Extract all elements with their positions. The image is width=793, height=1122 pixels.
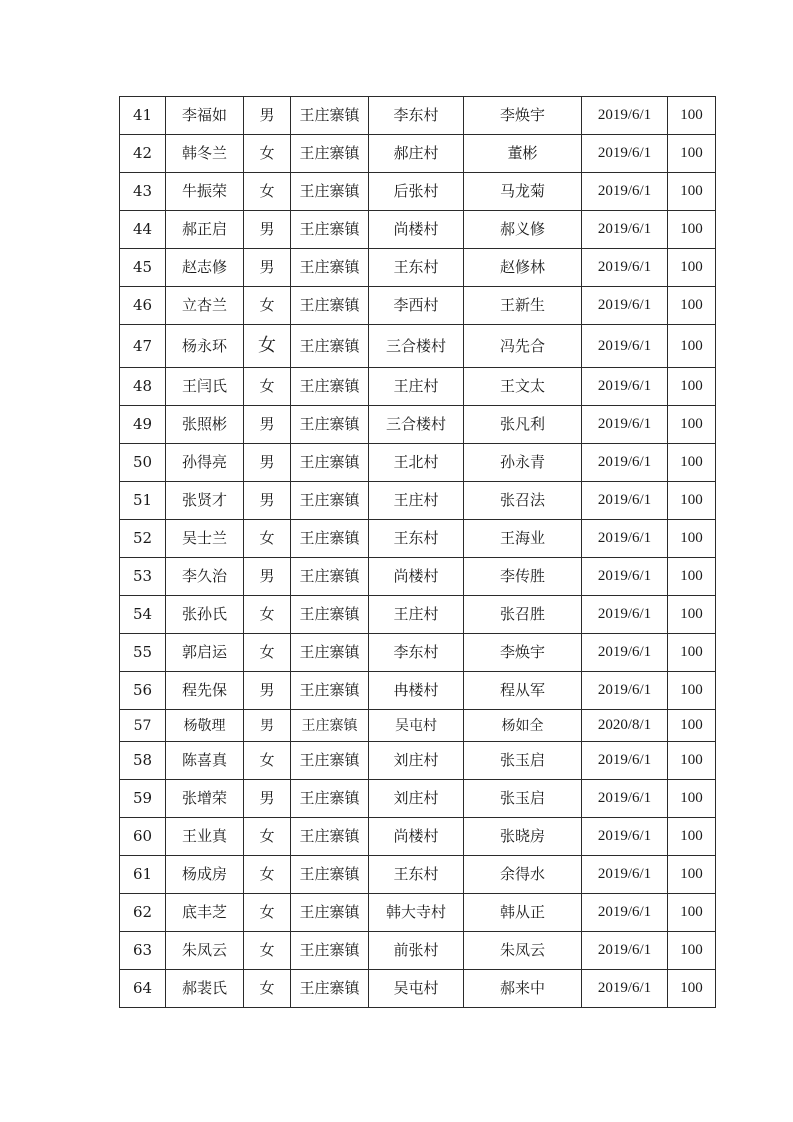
table-row [120, 211, 716, 249]
cell-row-number: 47 [120, 325, 166, 368]
cell-gender: 女 [244, 970, 291, 1008]
cell-row-number: 48 [120, 368, 166, 406]
cell-town-name: 王庄寨镇 [291, 742, 369, 780]
cell-gender: 男 [244, 97, 291, 135]
table-row [120, 932, 716, 970]
cell-town-name: 王庄寨镇 [291, 710, 369, 742]
table-row [120, 970, 716, 1008]
cell-row-number: 57 [120, 710, 166, 742]
cell-amount: 100 [668, 856, 716, 894]
cell-person-name: 李福如 [166, 97, 244, 135]
cell-person-name: 韩冬兰 [166, 135, 244, 173]
cell-gender: 男 [244, 672, 291, 710]
cell-gender: 女 [244, 287, 291, 325]
cell-person-name: 杨成房 [166, 856, 244, 894]
cell-town-name: 王庄寨镇 [291, 325, 369, 368]
cell-gender: 女 [244, 634, 291, 672]
cell-start-date: 2019/6/1 [582, 368, 668, 406]
cell-amount: 100 [668, 482, 716, 520]
cell-village-name: 王东村 [369, 249, 464, 287]
cell-gender: 女 [244, 596, 291, 634]
cell-village-name: 王庄村 [369, 368, 464, 406]
cell-person-name: 郝裴氏 [166, 970, 244, 1008]
cell-guardian-name: 冯先合 [464, 325, 582, 368]
cell-guardian-name: 程从军 [464, 672, 582, 710]
cell-row-number: 59 [120, 780, 166, 818]
cell-amount: 100 [668, 780, 716, 818]
cell-gender: 女 [244, 368, 291, 406]
cell-village-name: 刘庄村 [369, 780, 464, 818]
cell-gender: 男 [244, 710, 291, 742]
cell-town-name: 王庄寨镇 [291, 406, 369, 444]
table-row [120, 710, 716, 742]
cell-start-date: 2019/6/1 [582, 932, 668, 970]
cell-village-name: 王庄村 [369, 482, 464, 520]
cell-amount: 100 [668, 710, 716, 742]
cell-village-name: 王东村 [369, 856, 464, 894]
cell-row-number: 44 [120, 211, 166, 249]
cell-village-name: 李西村 [369, 287, 464, 325]
cell-gender: 女 [244, 932, 291, 970]
cell-person-name: 底丰芝 [166, 894, 244, 932]
cell-row-number: 41 [120, 97, 166, 135]
cell-row-number: 52 [120, 520, 166, 558]
cell-village-name: 韩大寺村 [369, 894, 464, 932]
cell-town-name: 王庄寨镇 [291, 444, 369, 482]
cell-start-date: 2019/6/1 [582, 135, 668, 173]
cell-village-name: 尚楼村 [369, 558, 464, 596]
cell-village-name: 郝庄村 [369, 135, 464, 173]
cell-person-name: 立杏兰 [166, 287, 244, 325]
cell-guardian-name: 郝来中 [464, 970, 582, 1008]
cell-guardian-name: 孙永青 [464, 444, 582, 482]
cell-start-date: 2019/6/1 [582, 482, 668, 520]
cell-start-date: 2019/6/1 [582, 520, 668, 558]
cell-village-name: 冉楼村 [369, 672, 464, 710]
cell-town-name: 王庄寨镇 [291, 135, 369, 173]
cell-gender: 女 [244, 894, 291, 932]
cell-row-number: 54 [120, 596, 166, 634]
cell-row-number: 53 [120, 558, 166, 596]
table-row [120, 406, 716, 444]
cell-person-name: 张孙氏 [166, 596, 244, 634]
cell-guardian-name: 张凡利 [464, 406, 582, 444]
cell-row-number: 42 [120, 135, 166, 173]
cell-gender: 女 [244, 325, 291, 368]
cell-start-date: 2019/6/1 [582, 97, 668, 135]
cell-start-date: 2019/6/1 [582, 249, 668, 287]
cell-start-date: 2019/6/1 [582, 818, 668, 856]
cell-amount: 100 [668, 742, 716, 780]
table-row [120, 249, 716, 287]
cell-row-number: 51 [120, 482, 166, 520]
cell-start-date: 2019/6/1 [582, 287, 668, 325]
cell-village-name: 吴屯村 [369, 970, 464, 1008]
cell-guardian-name: 郝义修 [464, 211, 582, 249]
cell-town-name: 王庄寨镇 [291, 970, 369, 1008]
cell-row-number: 62 [120, 894, 166, 932]
cell-amount: 100 [668, 173, 716, 211]
cell-guardian-name: 张召胜 [464, 596, 582, 634]
cell-person-name: 陈喜真 [166, 742, 244, 780]
cell-guardian-name: 朱凤云 [464, 932, 582, 970]
cell-guardian-name: 王海业 [464, 520, 582, 558]
cell-village-name: 尚楼村 [369, 211, 464, 249]
roster-table [119, 96, 716, 1008]
cell-amount: 100 [668, 894, 716, 932]
cell-village-name: 王庄村 [369, 596, 464, 634]
cell-gender: 女 [244, 818, 291, 856]
cell-village-name: 王北村 [369, 444, 464, 482]
cell-guardian-name: 李传胜 [464, 558, 582, 596]
cell-row-number: 46 [120, 287, 166, 325]
cell-person-name: 李久治 [166, 558, 244, 596]
cell-start-date: 2019/6/1 [582, 558, 668, 596]
cell-town-name: 王庄寨镇 [291, 211, 369, 249]
cell-row-number: 55 [120, 634, 166, 672]
cell-start-date: 2019/6/1 [582, 173, 668, 211]
cell-town-name: 王庄寨镇 [291, 596, 369, 634]
cell-amount: 100 [668, 406, 716, 444]
cell-start-date: 2019/6/1 [582, 970, 668, 1008]
cell-row-number: 60 [120, 818, 166, 856]
cell-amount: 100 [668, 634, 716, 672]
cell-guardian-name: 王新生 [464, 287, 582, 325]
cell-start-date: 2019/6/1 [582, 211, 668, 249]
cell-person-name: 张增荣 [166, 780, 244, 818]
table-row [120, 672, 716, 710]
cell-amount: 100 [668, 558, 716, 596]
cell-town-name: 王庄寨镇 [291, 368, 369, 406]
cell-person-name: 杨敬理 [166, 710, 244, 742]
cell-village-name: 王东村 [369, 520, 464, 558]
table-row [120, 856, 716, 894]
cell-gender: 女 [244, 742, 291, 780]
cell-person-name: 张贤才 [166, 482, 244, 520]
cell-guardian-name: 李焕宇 [464, 634, 582, 672]
cell-amount: 100 [668, 818, 716, 856]
cell-person-name: 孙得亮 [166, 444, 244, 482]
cell-town-name: 王庄寨镇 [291, 634, 369, 672]
cell-village-name: 三合楼村 [369, 406, 464, 444]
cell-gender: 女 [244, 135, 291, 173]
cell-gender: 男 [244, 780, 291, 818]
cell-row-number: 50 [120, 444, 166, 482]
cell-person-name: 吴士兰 [166, 520, 244, 558]
cell-gender: 女 [244, 856, 291, 894]
cell-town-name: 王庄寨镇 [291, 520, 369, 558]
cell-town-name: 王庄寨镇 [291, 97, 369, 135]
table-row [120, 444, 716, 482]
cell-guardian-name: 王文太 [464, 368, 582, 406]
cell-person-name: 郭启运 [166, 634, 244, 672]
cell-row-number: 43 [120, 173, 166, 211]
cell-start-date: 2020/8/1 [582, 710, 668, 742]
cell-start-date: 2019/6/1 [582, 406, 668, 444]
cell-guardian-name: 杨如全 [464, 710, 582, 742]
cell-person-name: 张照彬 [166, 406, 244, 444]
table-row [120, 135, 716, 173]
cell-town-name: 王庄寨镇 [291, 287, 369, 325]
cell-town-name: 王庄寨镇 [291, 672, 369, 710]
cell-village-name: 后张村 [369, 173, 464, 211]
cell-person-name: 程先保 [166, 672, 244, 710]
cell-amount: 100 [668, 211, 716, 249]
cell-amount: 100 [668, 596, 716, 634]
table-row [120, 558, 716, 596]
cell-guardian-name: 马龙菊 [464, 173, 582, 211]
cell-village-name: 吴屯村 [369, 710, 464, 742]
table-row [120, 368, 716, 406]
cell-person-name: 郝正启 [166, 211, 244, 249]
cell-guardian-name: 董彬 [464, 135, 582, 173]
cell-amount: 100 [668, 135, 716, 173]
cell-person-name: 赵志修 [166, 249, 244, 287]
table-row [120, 97, 716, 135]
cell-person-name: 牛振荣 [166, 173, 244, 211]
cell-gender: 女 [244, 520, 291, 558]
cell-town-name: 王庄寨镇 [291, 894, 369, 932]
cell-guardian-name: 余得水 [464, 856, 582, 894]
cell-town-name: 王庄寨镇 [291, 482, 369, 520]
cell-start-date: 2019/6/1 [582, 742, 668, 780]
cell-amount: 100 [668, 520, 716, 558]
cell-start-date: 2019/6/1 [582, 596, 668, 634]
cell-start-date: 2019/6/1 [582, 780, 668, 818]
cell-row-number: 45 [120, 249, 166, 287]
cell-village-name: 李东村 [369, 634, 464, 672]
cell-village-name: 前张村 [369, 932, 464, 970]
cell-guardian-name: 李焕宇 [464, 97, 582, 135]
cell-guardian-name: 张玉启 [464, 780, 582, 818]
cell-gender: 男 [244, 249, 291, 287]
cell-amount: 100 [668, 249, 716, 287]
cell-row-number: 63 [120, 932, 166, 970]
cell-gender: 女 [244, 173, 291, 211]
table-row [120, 173, 716, 211]
cell-guardian-name: 张晓房 [464, 818, 582, 856]
table-row [120, 780, 716, 818]
cell-amount: 100 [668, 97, 716, 135]
cell-guardian-name: 韩从正 [464, 894, 582, 932]
cell-person-name: 杨永环 [166, 325, 244, 368]
cell-row-number: 58 [120, 742, 166, 780]
cell-village-name: 尚楼村 [369, 818, 464, 856]
cell-amount: 100 [668, 368, 716, 406]
cell-row-number: 64 [120, 970, 166, 1008]
table-row [120, 325, 716, 368]
cell-village-name: 李东村 [369, 97, 464, 135]
cell-gender: 男 [244, 482, 291, 520]
cell-guardian-name: 赵修林 [464, 249, 582, 287]
table-row [120, 634, 716, 672]
cell-amount: 100 [668, 970, 716, 1008]
cell-guardian-name: 张玉启 [464, 742, 582, 780]
cell-amount: 100 [668, 932, 716, 970]
cell-start-date: 2019/6/1 [582, 634, 668, 672]
cell-amount: 100 [668, 325, 716, 368]
roster-body [120, 97, 716, 1008]
cell-village-name: 刘庄村 [369, 742, 464, 780]
cell-start-date: 2019/6/1 [582, 325, 668, 368]
cell-row-number: 49 [120, 406, 166, 444]
cell-town-name: 王庄寨镇 [291, 780, 369, 818]
cell-amount: 100 [668, 444, 716, 482]
cell-gender: 男 [244, 406, 291, 444]
cell-village-name: 三合楼村 [369, 325, 464, 368]
table-row [120, 482, 716, 520]
cell-row-number: 61 [120, 856, 166, 894]
table-row [120, 742, 716, 780]
table-row [120, 596, 716, 634]
cell-start-date: 2019/6/1 [582, 672, 668, 710]
cell-start-date: 2019/6/1 [582, 444, 668, 482]
table-row [120, 818, 716, 856]
cell-town-name: 王庄寨镇 [291, 932, 369, 970]
cell-guardian-name: 张召法 [464, 482, 582, 520]
cell-person-name: 王闫氏 [166, 368, 244, 406]
cell-amount: 100 [668, 287, 716, 325]
cell-town-name: 王庄寨镇 [291, 818, 369, 856]
cell-amount: 100 [668, 672, 716, 710]
cell-person-name: 朱凤云 [166, 932, 244, 970]
cell-town-name: 王庄寨镇 [291, 856, 369, 894]
cell-start-date: 2019/6/1 [582, 856, 668, 894]
table-row [120, 287, 716, 325]
cell-gender: 男 [244, 444, 291, 482]
table-row [120, 520, 716, 558]
cell-start-date: 2019/6/1 [582, 894, 668, 932]
cell-row-number: 56 [120, 672, 166, 710]
cell-gender: 男 [244, 558, 291, 596]
cell-town-name: 王庄寨镇 [291, 249, 369, 287]
cell-town-name: 王庄寨镇 [291, 173, 369, 211]
table-row [120, 894, 716, 932]
cell-person-name: 王业真 [166, 818, 244, 856]
cell-town-name: 王庄寨镇 [291, 558, 369, 596]
cell-gender: 男 [244, 211, 291, 249]
